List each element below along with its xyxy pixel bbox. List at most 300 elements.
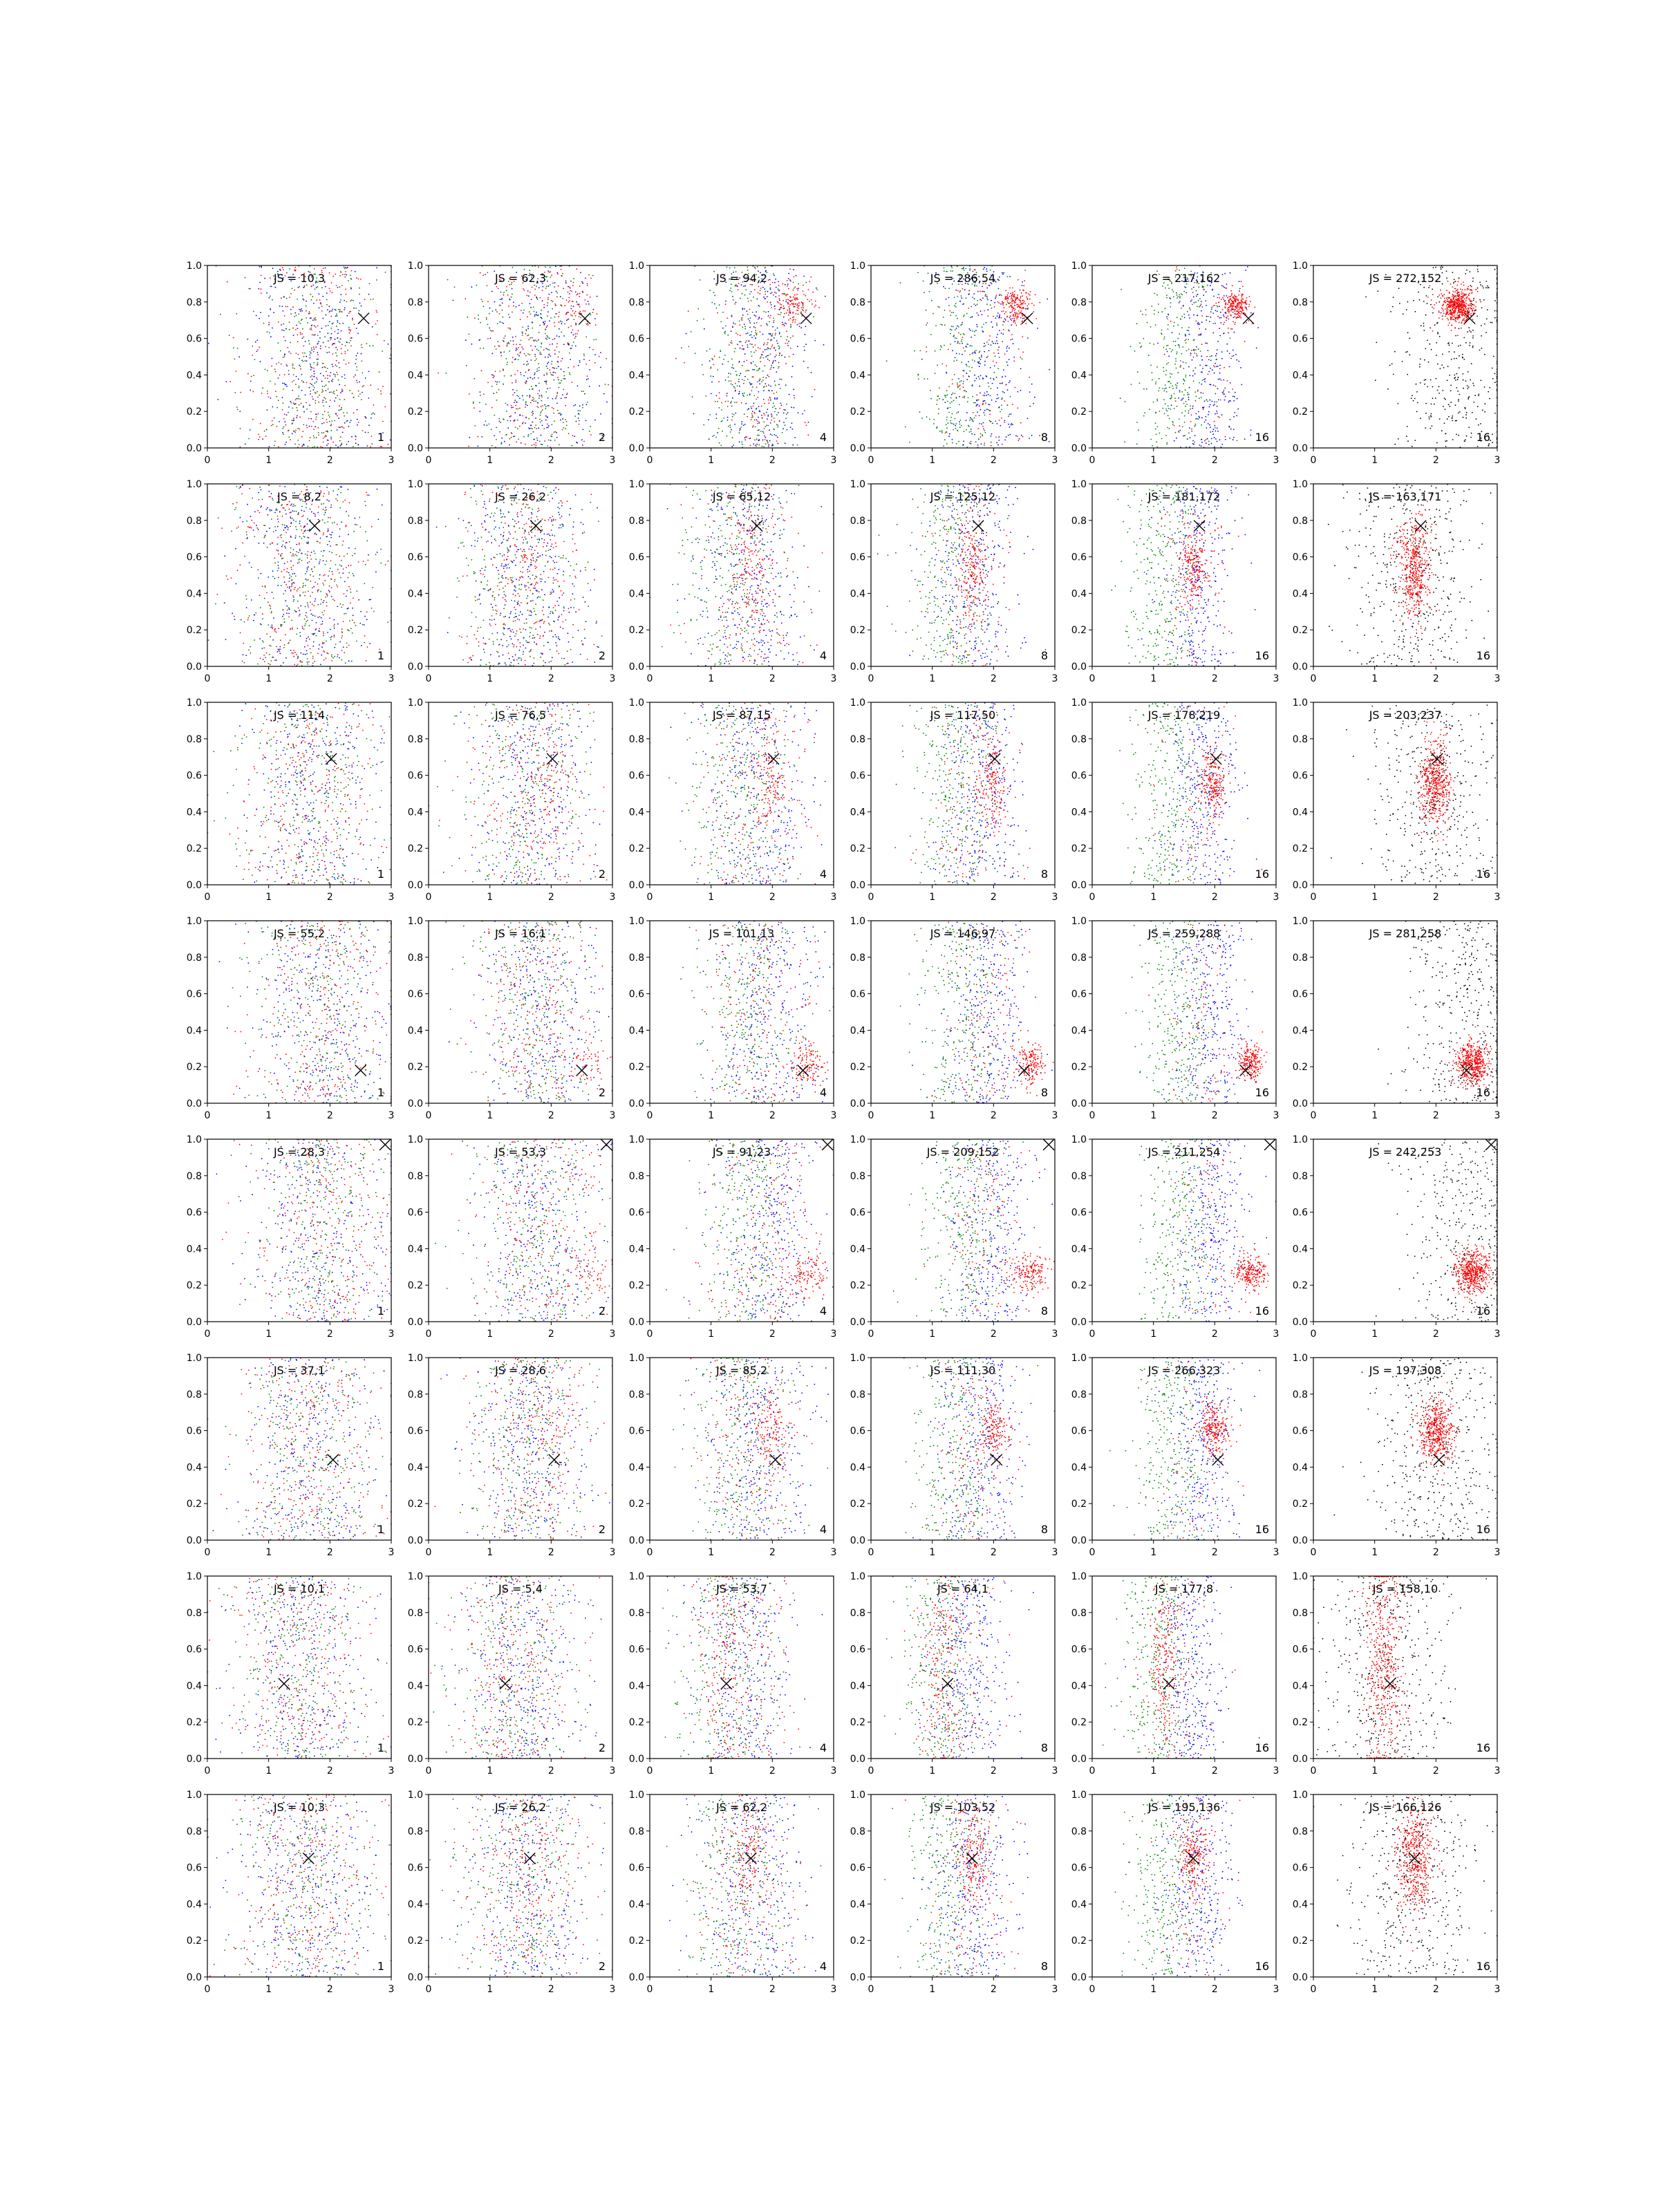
data-point	[314, 376, 315, 377]
data-point	[311, 384, 312, 385]
data-point	[541, 346, 542, 348]
data-point	[1215, 413, 1216, 415]
data-point	[1226, 313, 1227, 315]
data-point	[588, 303, 590, 305]
data-point	[1002, 274, 1004, 275]
data-point	[279, 421, 280, 422]
data-point	[1243, 302, 1244, 303]
data-point	[998, 317, 1000, 319]
data-point	[983, 395, 984, 396]
data-point	[1217, 316, 1219, 317]
data-point	[509, 328, 511, 330]
data-point	[329, 406, 330, 407]
data-point	[1223, 391, 1224, 393]
data-point	[969, 354, 971, 355]
data-point	[1007, 389, 1009, 391]
data-point	[238, 356, 240, 357]
data-point	[1190, 421, 1192, 422]
data-point	[1224, 300, 1226, 301]
data-point	[377, 334, 378, 335]
data-point	[538, 287, 540, 288]
data-point	[984, 364, 986, 366]
data-point	[1233, 306, 1235, 307]
data-point	[1444, 397, 1445, 399]
data-point	[993, 343, 994, 344]
data-point	[1215, 303, 1217, 304]
data-point	[760, 357, 761, 359]
data-point	[552, 301, 554, 302]
data-point	[1231, 294, 1232, 296]
data-point	[711, 358, 713, 359]
data-point	[339, 367, 340, 368]
data-point	[525, 333, 527, 335]
data-point	[283, 269, 284, 270]
y-tick-label: 0.8	[850, 297, 865, 308]
data-point	[306, 427, 308, 429]
data-point	[1231, 293, 1232, 294]
data-point	[541, 395, 543, 396]
data-point	[384, 340, 385, 341]
data-point	[310, 393, 311, 395]
data-point	[763, 421, 765, 422]
data-point	[945, 397, 946, 398]
data-point	[1214, 366, 1215, 368]
data-point	[780, 379, 781, 380]
data-point	[796, 303, 797, 305]
data-point	[453, 300, 454, 301]
data-point	[1168, 288, 1170, 289]
data-point	[1208, 316, 1209, 317]
data-point	[805, 326, 807, 328]
data-point	[978, 363, 980, 364]
data-point	[571, 382, 572, 383]
data-point	[302, 298, 303, 299]
data-point	[341, 407, 342, 409]
data-point	[731, 291, 733, 292]
data-point	[566, 299, 568, 301]
data-point	[731, 358, 733, 359]
data-point	[1171, 373, 1172, 375]
data-point	[1229, 427, 1230, 428]
data-point	[534, 444, 535, 445]
data-point	[772, 407, 774, 409]
data-point	[812, 396, 813, 397]
data-point	[961, 295, 962, 297]
data-point	[312, 296, 314, 297]
data-point	[568, 342, 569, 344]
data-point	[335, 414, 337, 415]
data-point	[950, 407, 951, 409]
data-point	[379, 371, 380, 373]
data-point	[606, 358, 607, 359]
data-point	[1213, 405, 1215, 406]
data-point	[930, 390, 931, 391]
data-point	[479, 411, 480, 412]
data-point	[1193, 315, 1194, 316]
data-point	[518, 347, 519, 348]
data-point	[360, 279, 362, 280]
data-point	[803, 294, 805, 295]
data-point	[715, 395, 717, 397]
data-point	[790, 326, 791, 327]
data-point	[1168, 415, 1169, 416]
data-point	[751, 419, 752, 420]
data-point	[980, 350, 981, 352]
data-point	[595, 324, 597, 326]
data-point	[540, 415, 541, 416]
data-point	[988, 350, 990, 351]
data-point	[794, 407, 795, 409]
data-point	[1186, 404, 1188, 405]
data-point	[744, 376, 746, 377]
data-point	[1185, 340, 1186, 341]
data-point	[489, 313, 490, 315]
data-point	[525, 371, 527, 373]
data-point	[782, 283, 784, 285]
data-point	[1145, 315, 1147, 316]
data-point	[529, 354, 530, 355]
data-point	[959, 386, 960, 387]
data-point	[798, 305, 800, 306]
data-point	[347, 267, 348, 268]
data-point	[299, 309, 300, 310]
data-point	[1150, 343, 1151, 344]
data-point	[1201, 321, 1203, 323]
data-point	[951, 326, 953, 327]
data-point	[957, 430, 959, 431]
data-point	[738, 379, 740, 380]
data-point	[1156, 447, 1158, 448]
data-point	[766, 412, 767, 413]
data-point	[534, 314, 536, 315]
data-point	[764, 288, 765, 290]
data-point	[290, 353, 292, 354]
data-point	[1222, 274, 1224, 275]
data-point	[546, 427, 547, 429]
data-point	[981, 355, 982, 356]
data-point	[789, 309, 790, 310]
data-point	[304, 360, 306, 362]
data-point	[563, 335, 565, 337]
data-point	[1461, 292, 1463, 293]
data-point	[568, 297, 570, 299]
data-point	[947, 422, 948, 424]
data-point	[516, 402, 518, 403]
data-point	[948, 386, 950, 388]
data-point	[767, 409, 768, 410]
data-point	[1169, 386, 1170, 388]
data-point	[982, 377, 984, 379]
data-point	[507, 404, 508, 406]
data-point	[1463, 379, 1464, 381]
data-point	[786, 312, 787, 314]
data-point	[1015, 297, 1016, 299]
data-point	[278, 342, 279, 344]
data-point	[775, 408, 776, 409]
data-point	[307, 446, 308, 447]
data-point	[487, 424, 488, 426]
data-point	[1464, 315, 1465, 317]
data-point	[306, 409, 308, 410]
data-point	[573, 282, 574, 283]
data-point	[348, 426, 350, 427]
data-point	[335, 347, 337, 348]
data-point	[996, 340, 997, 341]
data-point	[565, 419, 566, 420]
data-point	[506, 434, 507, 435]
data-point	[1138, 429, 1139, 431]
data-point	[753, 361, 754, 362]
data-point	[550, 435, 552, 437]
data-point	[732, 397, 733, 399]
data-point	[1191, 429, 1192, 430]
data-point	[344, 267, 345, 268]
data-point	[1020, 301, 1021, 303]
data-point	[991, 433, 993, 435]
data-point	[1232, 312, 1234, 313]
data-point	[297, 398, 299, 400]
data-point	[550, 372, 551, 373]
data-point	[739, 441, 740, 442]
data-point	[545, 408, 546, 409]
data-point	[1230, 306, 1232, 308]
data-point	[330, 372, 331, 373]
data-point	[499, 431, 500, 433]
data-point	[1465, 300, 1467, 301]
data-point	[272, 299, 273, 301]
data-point	[285, 444, 286, 445]
data-point	[1185, 287, 1187, 288]
data-point	[762, 357, 764, 359]
data-point	[755, 315, 756, 317]
data-point	[535, 400, 536, 402]
data-point	[769, 284, 771, 285]
data-point	[269, 332, 270, 334]
data-point	[1170, 377, 1171, 378]
data-point	[743, 348, 744, 350]
data-point	[951, 312, 953, 313]
y-tick-label: 0.8	[629, 297, 644, 308]
data-point	[534, 340, 535, 341]
data-point	[1244, 341, 1246, 342]
data-point	[1155, 383, 1156, 384]
data-point	[1006, 297, 1007, 298]
data-point	[990, 367, 991, 368]
data-point	[562, 358, 563, 359]
data-point	[963, 444, 964, 445]
data-point	[1217, 406, 1218, 407]
data-point	[772, 282, 774, 283]
data-point	[959, 427, 961, 428]
data-point	[957, 326, 958, 327]
data-point	[1237, 409, 1239, 410]
data-point	[1212, 369, 1213, 371]
data-point	[1456, 312, 1458, 314]
data-point	[1246, 297, 1248, 299]
data-point	[335, 315, 337, 317]
data-point	[1239, 308, 1240, 310]
data-point	[1124, 442, 1125, 443]
data-point	[270, 277, 271, 279]
data-point	[974, 360, 975, 362]
data-point	[779, 408, 780, 409]
data-point	[544, 381, 545, 382]
data-point	[1169, 428, 1170, 429]
data-point	[1204, 440, 1206, 442]
data-point	[962, 322, 963, 324]
data-point	[534, 360, 536, 362]
data-point	[1011, 424, 1012, 426]
data-point	[972, 396, 973, 397]
data-point	[1184, 380, 1185, 382]
data-point	[732, 413, 733, 415]
data-point	[1159, 388, 1160, 389]
data-point	[790, 300, 791, 301]
data-point	[753, 315, 755, 316]
data-point	[283, 330, 285, 331]
data-point	[795, 319, 796, 321]
data-point	[550, 267, 551, 268]
data-point	[1170, 321, 1172, 322]
data-point	[318, 434, 319, 435]
data-point	[271, 425, 272, 427]
data-point	[755, 344, 756, 346]
data-point	[497, 324, 498, 325]
data-point	[760, 331, 761, 332]
data-point	[1492, 322, 1493, 324]
data-point	[933, 423, 935, 424]
data-point	[454, 286, 456, 288]
data-point	[1446, 270, 1447, 272]
data-point	[789, 312, 790, 314]
data-point	[752, 386, 753, 388]
data-point	[551, 274, 552, 276]
data-point	[600, 413, 601, 415]
data-point	[549, 349, 550, 350]
data-point	[1020, 368, 1022, 370]
data-point	[300, 368, 301, 370]
data-point	[1236, 359, 1237, 361]
data-point	[1375, 379, 1376, 381]
data-point	[284, 315, 285, 317]
data-point	[538, 367, 540, 368]
data-point	[982, 286, 983, 288]
data-point	[1237, 398, 1238, 400]
data-point	[1456, 358, 1457, 359]
data-point	[794, 288, 795, 289]
data-point	[513, 306, 514, 307]
data-point	[512, 288, 513, 290]
data-point	[1442, 283, 1443, 285]
data-point	[1219, 317, 1220, 319]
data-point	[305, 395, 306, 396]
data-point	[529, 397, 530, 398]
data-point	[1242, 310, 1244, 312]
data-point	[1171, 397, 1172, 398]
data-point	[823, 344, 825, 346]
data-point	[578, 413, 579, 414]
data-point	[295, 384, 297, 385]
data-point	[756, 399, 757, 400]
data-point	[1161, 438, 1163, 440]
data-point	[1015, 435, 1017, 437]
data-point	[587, 285, 588, 286]
data-point	[783, 413, 785, 414]
data-point	[364, 416, 366, 418]
data-point	[1185, 339, 1187, 340]
data-point	[926, 324, 927, 326]
data-point	[574, 337, 576, 339]
data-point	[1163, 339, 1165, 340]
data-point	[740, 428, 741, 429]
data-point	[323, 342, 324, 344]
data-point	[480, 391, 481, 393]
data-point	[278, 362, 279, 364]
data-point	[975, 330, 977, 331]
data-point	[323, 363, 324, 364]
data-point	[1020, 317, 1022, 319]
data-point	[731, 446, 733, 447]
data-point	[1215, 310, 1217, 311]
data-point	[547, 315, 548, 317]
data-point	[1456, 420, 1457, 422]
data-point	[770, 368, 771, 370]
data-point	[961, 425, 962, 427]
data-point	[283, 296, 285, 297]
data-point	[539, 419, 541, 420]
data-point	[368, 424, 370, 426]
data-point	[750, 384, 751, 386]
data-point	[499, 421, 500, 422]
data-point	[779, 300, 780, 301]
data-point	[1191, 299, 1192, 301]
data-point	[1013, 321, 1015, 323]
data-point	[496, 311, 498, 312]
data-point	[344, 427, 345, 429]
data-point	[1177, 386, 1178, 387]
data-point	[971, 443, 972, 444]
data-point	[955, 423, 957, 424]
data-point	[1437, 297, 1438, 298]
data-point	[561, 360, 562, 362]
data-point	[1196, 321, 1197, 322]
data-point	[566, 421, 568, 422]
data-point	[1179, 425, 1181, 427]
data-point	[1444, 422, 1445, 424]
data-point	[946, 432, 948, 433]
data-point	[977, 291, 979, 292]
data-point	[1234, 299, 1235, 300]
data-point	[1022, 336, 1023, 337]
data-point	[1197, 294, 1198, 295]
data-point	[1015, 323, 1016, 324]
data-point	[1195, 349, 1197, 350]
data-point	[1009, 296, 1011, 297]
data-point	[1156, 400, 1158, 402]
data-point	[297, 428, 299, 429]
data-point	[576, 442, 577, 443]
data-point	[969, 371, 971, 372]
data-point	[489, 328, 490, 329]
data-point	[709, 348, 711, 350]
data-point	[538, 266, 539, 268]
data-point	[538, 370, 540, 371]
data-point	[1239, 306, 1241, 308]
data-point	[964, 334, 965, 335]
data-point	[789, 394, 790, 395]
data-point	[554, 431, 556, 433]
data-point	[527, 361, 528, 362]
